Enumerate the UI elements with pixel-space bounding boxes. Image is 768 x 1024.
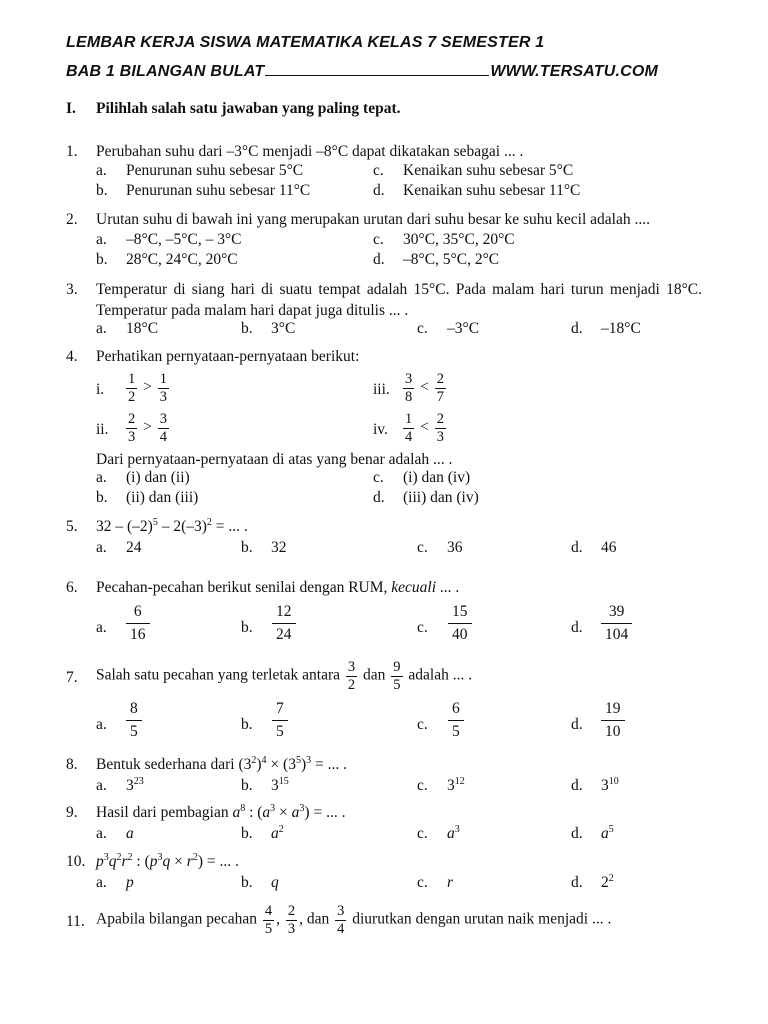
q6-option-c[interactable] — [446, 604, 474, 642]
q5-expression: $32 - (-2)^5 - 2(-3)^2$ = ... . — [96, 517, 248, 535]
q2-option-d[interactable]: –8°C, 5°C, 2°C — [403, 251, 500, 268]
q2-option-label: c. — [373, 231, 384, 248]
q8-option-label: d. — [571, 777, 583, 794]
q5-option-label: c. — [417, 539, 428, 556]
fraction: $\frac{7}{5}$ — [272, 701, 288, 739]
q8-option-label: a. — [96, 777, 107, 794]
q1-text: Perubahan suhu dari –3°C menjadi –8°C dapat dikatakan sebagai ... . — [96, 143, 524, 160]
q4-option-a[interactable]: (i) dan (ii) — [126, 469, 190, 486]
q5-option-d[interactable]: 46 — [601, 539, 617, 556]
section-number: I. — [66, 100, 76, 117]
worksheet-title: LEMBAR KERJA SISWA MATEMATIKA KELAS 7 SEMESTER 1 — [66, 34, 545, 51]
q3-option-a[interactable]: 18°C — [126, 320, 159, 337]
q1-option-c[interactable]: Kenaikan suhu sebesar 5°C — [403, 162, 574, 179]
q4-statement-ii: $\frac{2}{3}$ > $\frac{3}{4}$ — [128, 411, 167, 445]
fraction: $\frac{6}{16}$ — [126, 604, 150, 642]
q9-option-a[interactable]: a — [126, 825, 134, 842]
q3-option-label: d. — [571, 320, 583, 337]
q4-option-label: b. — [96, 489, 108, 506]
q10-option-c[interactable]: r — [447, 874, 454, 891]
q2-option-label: d. — [373, 251, 385, 268]
q1-option-label: c. — [373, 162, 384, 179]
fraction: $\frac{1}{3}$ — [159, 371, 167, 405]
q8-option-label: c. — [417, 777, 428, 794]
q2-option-a[interactable]: –8°C, –5°C, – 3°C — [126, 231, 242, 248]
q3-number: 3. — [66, 281, 78, 298]
q10-option-label: b. — [241, 874, 253, 891]
q5-option-label: b. — [241, 539, 253, 556]
q6-option-label: b. — [241, 619, 253, 636]
q10-option-label: a. — [96, 874, 107, 891]
q9-expression: Hasil dari pembagian $a^8$ : $(a^3 \times a^3)$ = ... . — [96, 803, 346, 821]
fraction: $\frac{3}{4}$ — [337, 903, 345, 937]
q11-number: 11. — [66, 913, 85, 930]
q4-text: Perhatikan pernyataan-pernyataan berikut: — [96, 348, 360, 365]
q1-option-a[interactable]: Penurunan suhu sebesar 5°C — [126, 162, 304, 179]
q7-option-d[interactable] — [599, 701, 627, 739]
q8-option-label: b. — [241, 777, 253, 794]
q5-option-a[interactable]: 24 — [126, 539, 142, 556]
section-title: Pilihlah salah satu jawaban yang paling tepat. — [96, 100, 401, 117]
fraction: $\frac{2}{3}$ — [128, 411, 136, 445]
q10-option-b[interactable]: q — [271, 874, 279, 891]
q5-option-label: a. — [96, 539, 107, 556]
fraction: $\frac{15}{40}$ — [448, 604, 472, 642]
q1-option-label: a. — [96, 162, 107, 179]
q9-option-label: a. — [96, 825, 107, 842]
q6-option-d[interactable] — [599, 604, 634, 642]
q1-option-d[interactable]: Kenaikan suhu sebesar 11°C — [403, 182, 581, 199]
q9-option-label: c. — [417, 825, 428, 842]
q8-option-b[interactable]: $3^{15}$ — [271, 776, 289, 794]
fraction: $\frac{39}{104}$ — [601, 604, 632, 642]
q4-option-d[interactable]: (iii) dan (iv) — [403, 489, 479, 506]
q8-expression: Bentuk sederhana dari $(3^2)^4 \times (3^5)^3$ = ... . — [96, 755, 347, 773]
q4-option-label: c. — [373, 469, 384, 486]
q10-option-d[interactable]: $2^2$ — [601, 873, 614, 891]
q6-text: Pecahan-pecahan berikut senilai dengan RUM, kecuali ... . — [96, 579, 460, 596]
q9-option-d[interactable]: $a^5$ — [601, 824, 614, 842]
fraction: $\frac{1}{2}$ — [128, 371, 136, 405]
q10-option-label: c. — [417, 874, 428, 891]
q2-option-c[interactable]: 30°C, 35°C, 20°C — [403, 231, 515, 248]
q5-option-label: d. — [571, 539, 583, 556]
chapter-title: BAB 1 BILANGAN BULAT — [66, 63, 265, 80]
q1-option-label: d. — [373, 182, 385, 199]
q8-number: 8. — [66, 756, 78, 773]
q7-option-label: c. — [417, 716, 428, 733]
q3-option-d[interactable]: –18°C — [601, 320, 641, 337]
q4-statement-label: iv. — [373, 421, 388, 438]
q8-option-c[interactable]: $3^{12}$ — [447, 776, 465, 794]
q2-number: 2. — [66, 211, 78, 228]
q9-number: 9. — [66, 804, 78, 821]
q10-expression: $p^3q^2r^2$ : $(p^3q \times r^2)$ = ... . — [96, 852, 239, 870]
q6-option-label: c. — [417, 619, 428, 636]
q3-option-c[interactable]: –3°C — [447, 320, 480, 337]
q9-option-label: b. — [241, 825, 253, 842]
q6-number: 6. — [66, 579, 78, 596]
q4-option-c[interactable]: (i) dan (iv) — [403, 469, 471, 486]
q10-option-label: d. — [571, 874, 583, 891]
website-link[interactable]: WWW.TERSATU.COM — [490, 63, 659, 80]
q7-option-label: b. — [241, 716, 253, 733]
header-rule — [265, 63, 489, 76]
fraction: $\frac{1}{4}$ — [405, 411, 413, 445]
q7-option-label: d. — [571, 716, 583, 733]
q5-option-c[interactable]: 36 — [447, 539, 463, 556]
q4-number: 4. — [66, 348, 78, 365]
q3-option-label: c. — [417, 320, 428, 337]
q4-text2: Dari pernyataan-pernyataan di atas yang benar adalah ... . — [96, 451, 453, 468]
q7-option-label: a. — [96, 716, 107, 733]
fraction: $\frac{2}{3}$ — [287, 903, 296, 937]
q9-option-c[interactable]: $a^3$ — [447, 824, 460, 842]
q10-option-a[interactable]: p — [126, 874, 134, 891]
q6-option-b[interactable] — [270, 604, 298, 642]
q5-number: 5. — [66, 518, 78, 535]
q4-statement-label: i. — [96, 381, 105, 398]
q4-option-label: a. — [96, 469, 107, 486]
q4-option-label: d. — [373, 489, 385, 506]
fraction: $\frac{8}{5}$ — [126, 701, 142, 739]
q4-statement-iv: $\frac{1}{4}$ < $\frac{2}{3}$ — [405, 411, 444, 445]
q7-option-c[interactable] — [446, 701, 466, 739]
fraction: $\frac{4}{5}$ — [264, 903, 273, 937]
chapter-line — [66, 63, 658, 81]
fraction: $\frac{3}{4}$ — [159, 411, 167, 445]
q4-statement-iii: $\frac{3}{8}$ < $\frac{2}{7}$ — [405, 371, 444, 405]
q6-option-label: a. — [96, 619, 107, 636]
q4-statement-label: ii. — [96, 421, 109, 438]
q3-text: Temperatur di siang hari di suatu tempat adalah 15°C. Pada malam hari turun menjadi 18°C. Temperatur pada malam hari dapat juga ditulis ... . — [96, 281, 702, 319]
q4-statement-label: iii. — [373, 381, 390, 398]
q1-number: 1. — [66, 143, 78, 160]
fraction: $\frac{12}{24}$ — [272, 604, 296, 642]
q10-number: 10. — [66, 853, 86, 870]
q8-option-a[interactable]: $3^{23}$ — [126, 776, 144, 794]
q7-text: Salah satu pecahan yang terletak antara $\frac{3}{2}$ dan $\frac{9}{5}$ adalah ... . — [96, 659, 473, 693]
q4-statement-i: $\frac{1}{2}$ > $\frac{1}{3}$ — [128, 371, 167, 405]
fraction: $\frac{6}{5}$ — [448, 701, 464, 739]
fraction: $\frac{3}{2}$ — [347, 659, 356, 693]
q2-option-label: a. — [96, 231, 107, 248]
fraction: $\frac{2}{7}$ — [436, 371, 444, 405]
q2-option-label: b. — [96, 251, 108, 268]
q7-number: 7. — [66, 669, 78, 686]
fraction: $\frac{19}{10}$ — [601, 701, 625, 739]
q7-option-b[interactable] — [270, 701, 290, 739]
q6-option-a[interactable] — [124, 604, 152, 642]
fraction: $\frac{3}{8}$ — [405, 371, 413, 405]
q9-option-label: d. — [571, 825, 583, 842]
q2-text: Urutan suhu di bawah ini yang merupakan urutan dari suhu besar ke suhu kecil adalah .... — [96, 211, 650, 228]
q9-option-b[interactable]: $a^2$ — [271, 824, 284, 842]
q3-option-label: a. — [96, 320, 107, 337]
q11-text: Apabila bilangan pecahan $\frac{4}{5}$ , $\frac{2}{3}$ , dan $\frac{3}{4}$ diurutkan dengan urutan naik menjadi ... . — [96, 903, 612, 937]
q4-option-b[interactable]: (ii) dan (iii) — [126, 489, 199, 506]
q5-option-b[interactable]: 32 — [271, 539, 287, 556]
q1-option-label: b. — [96, 182, 108, 199]
q1-option-b[interactable]: Penurunan suhu sebesar 11°C — [126, 182, 311, 199]
fraction: $\frac{2}{3}$ — [436, 411, 444, 445]
q8-option-d[interactable]: $3^{10}$ — [601, 776, 619, 794]
q3-option-b[interactable]: 3°C — [271, 320, 296, 337]
q7-option-a[interactable] — [124, 701, 144, 739]
fraction: $\frac{9}{5}$ — [393, 659, 401, 693]
q3-option-label: b. — [241, 320, 253, 337]
q2-option-b[interactable]: 28°C, 24°C, 20°C — [126, 251, 238, 268]
q6-option-label: d. — [571, 619, 583, 636]
